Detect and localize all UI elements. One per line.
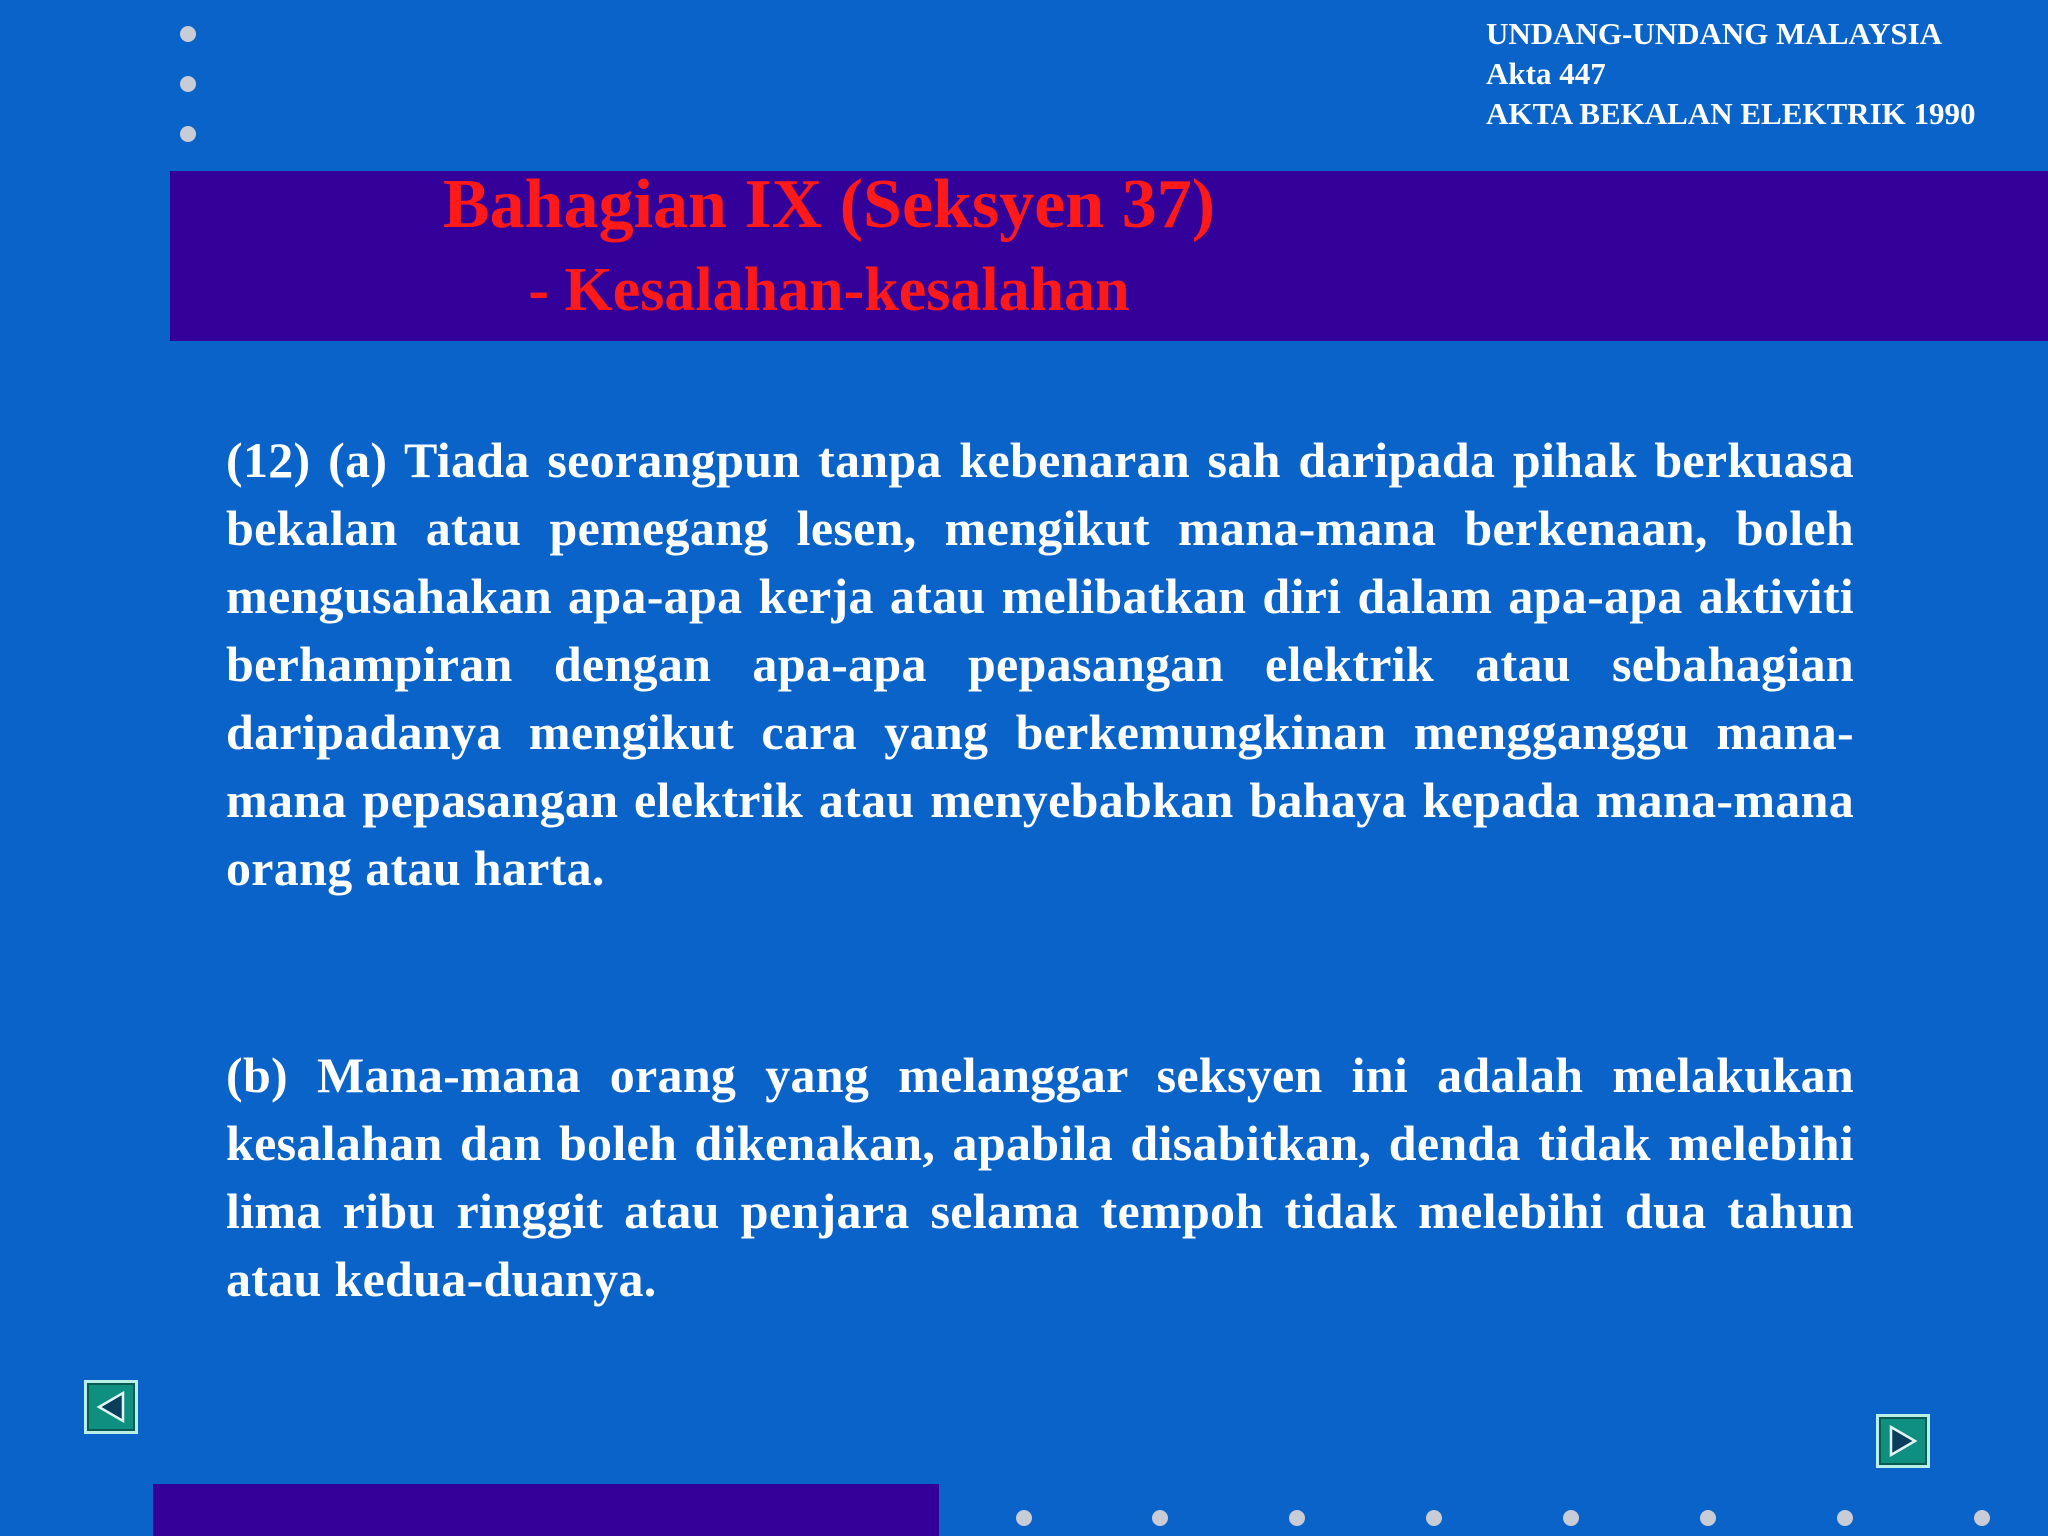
slide-title: Bahagian IX (Seksyen 37) bbox=[442, 166, 1216, 243]
decor-dot-bottom-1 bbox=[1016, 1510, 1032, 1526]
triangle-right-icon bbox=[1885, 1423, 1921, 1459]
act-header bbox=[1486, 14, 1976, 134]
decor-dot-bottom-2 bbox=[1152, 1510, 1168, 1526]
decor-dot-bottom-6 bbox=[1700, 1510, 1716, 1526]
decor-dot-top-1 bbox=[180, 26, 196, 42]
next-slide-button[interactable] bbox=[1876, 1414, 1930, 1468]
slide-subtitle: - Kesalahan-kesalahan bbox=[528, 256, 1130, 324]
decor-dot-top-2 bbox=[180, 76, 196, 92]
previous-slide-button[interactable] bbox=[84, 1380, 138, 1434]
paragraph-b: (b) Mana-mana orang yang melanggar seksyen ini adalah melakukan kesalahan dan boleh dikenakan, apabila disabitkan, denda tidak melebihi lima ribu ringgit atau penjara selama tempoh tidak melebihi dua tahun atau kedua-duanya. bbox=[226, 1047, 1854, 1307]
header-line-1: UNDANG-UNDANG MALAYSIA bbox=[1486, 16, 1943, 51]
decor-dot-bottom-5 bbox=[1563, 1510, 1579, 1526]
paragraph-a: (12) (a) Tiada seorangpun tanpa kebenaran sah daripada pihak berkuasa bekalan atau pemegang lesen, mengikut mana-mana berkenaan, boleh mengusahakan apa-apa kerja atau melibatkan diri dalam apa-apa aktiviti berhampiran dengan apa-apa pepasangan elektrik atau sebahagian daripadanya mengikut cara yang berkemungkinan mengganggu mana-mana pepasangan elektrik atau menyebabkan bahaya kepada mana-mana orang atau harta. bbox=[226, 432, 1854, 896]
decor-dot-bottom-8 bbox=[1974, 1510, 1990, 1526]
decor-dot-bottom-3 bbox=[1289, 1510, 1305, 1526]
triangle-left-icon bbox=[93, 1389, 129, 1425]
decor-dot-top-3 bbox=[180, 126, 196, 142]
header-line-2: Akta 447 bbox=[1486, 56, 1606, 91]
decor-dot-bottom-7 bbox=[1837, 1510, 1853, 1526]
decor-dot-bottom-4 bbox=[1426, 1510, 1442, 1526]
header-line-3: AKTA BEKALAN ELEKTRIK 1990 bbox=[1486, 96, 1976, 131]
bottom-band bbox=[153, 1484, 939, 1536]
